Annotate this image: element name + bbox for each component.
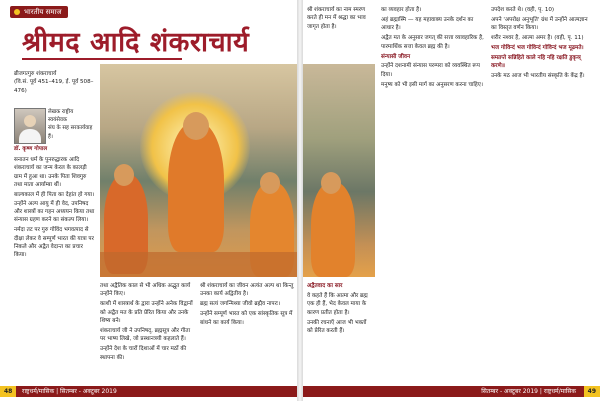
paragraph: तथा अद्वैतिक काल से भी अधिक अद्भुत कार्य उन्होंने किए। [100,283,191,298]
author-intro-line: (वि.सं. पूर्व 451–419, ई. पूर्व 508–476) [14,79,94,94]
bio-line: संघ के सह सरकार्यवाह [48,125,93,132]
paragraph: अद्वैत मत के अनुसार जगत् की सत्ता व्यावहारिक है, पारमार्थिक सत्ता केवल ब्रह्म की है। [381,35,484,50]
disciple-head [114,164,134,186]
subheading: अद्वैतवाद का सार [307,283,343,289]
paragraph: शंकराचार्य जी ने उपनिषद्, ब्रह्मसूत्र और गीता पर भाष्य लिखे, जो प्रस्थानत्रयी कहलाते हैं। [100,328,191,343]
painting-continuation [303,64,375,277]
text-column-2 [100,282,196,382]
subheading: संन्यासी जीवन [381,53,411,60]
disciple-head [321,172,341,194]
verse: सम्प्राप्ते सन्निहिते काले नहि नहि रक्षति डुकृञ् करणे॥ [491,55,581,70]
author-name: डॉ. कृष्ण गोपाल [14,146,48,152]
paragraph: वे कहते हैं कि आत्मा और ब्रह्म एक ही हैं, भेद केवल माया के कारण प्रतीत होता है। [307,292,368,316]
paragraph: काशी में शास्त्रार्थ के द्वारा उन्होंने अनेक विद्वानों को अद्वैत मत के प्रति प्रेरित किया और उनके शिष्य बने। [100,301,193,325]
bio-line: स्वयंसेवक [48,117,68,124]
central-figure [168,122,224,252]
paragraph: नर्मदा तट पर गुरु गोविंद भगवत्पाद से दीक्षा लेकर वे सम्पूर्ण भारत की यात्रा पर निकले और अद्वैत वेदान्त का प्रचार किया। [14,227,94,259]
paragraph: उन्होंने देश के चारों दिशाओं में चार मठों की स्थापना की। [100,346,187,361]
paragraph: श्री शंकराचार्य का नाम स्मरण करते ही मन में श्रद्धा का भाव जागृत होता है। [307,7,366,30]
text-column-3 [200,282,294,382]
right-page [303,0,600,401]
bio-line: हैं। [48,133,53,140]
paragraph: सनातन धर्म के पुनरुद्धारक आदि शंकराचार्य का जन्म केरल के कालड़ी ग्राम में हुआ था। उनके पिता शिवगुरु तथा माता आर्याम्बा थीं। [14,157,87,189]
text-column-4-top [307,6,373,62]
section-tag: भारतीय समाज [10,6,68,18]
title-underline [22,58,182,60]
paragraph: उन्होंने सम्पूर्ण भारत को एक सांस्कृतिक सूत्र में बांधने का कार्य किया। [200,311,293,326]
author-photo [14,108,46,144]
text-column-1 [14,156,96,381]
paragraph: उपदेश करते थे। (वही, पृ. 10) [491,7,555,13]
disciple-figure [311,182,355,277]
text-column-4 [307,282,373,382]
paragraph: शरीर नश्वर है, आत्मा अमर है। (वही, पृ. 11) [491,35,584,42]
verse: भज गोविन्दं भज गोविन्दं गोविन्दं भज मूढमते। [491,45,584,52]
paragraph: ब्रह्म सत्यं जगन्मिथ्या जीवो ब्रह्मैव नापरः। [200,301,281,308]
paragraph: श्री शंकराचार्य का जीवन अत्यंत अल्प था किन्तु उनका कार्य अद्वितीय है। [200,283,294,298]
page-number: 49 [584,386,600,397]
author-bio [48,108,96,141]
paragraph: मनुष्य को भी इसी मार्ग का अनुसरण करना चाहिए। [381,81,483,88]
footer [303,386,600,397]
page-number: 48 [0,386,16,397]
paragraph: अपने 'अपरोक्ष अनुभूति' ग्रंथ में उन्होंने आत्मज्ञान का विस्तृत वर्णन किया। [491,16,588,32]
footer [0,386,297,397]
text-column-5 [381,6,485,381]
shankaracharya-painting [100,64,297,277]
paragraph: अहं ब्रह्मास्मि — यह महावाक्य उनके दर्शन का आधार है। [381,16,474,32]
disciple-head [260,172,280,194]
paragraph: उनकी रचनाएँ आज भी भक्तों को प्रेरित करती हैं। [307,319,367,335]
paragraph: का व्यवहार होता है। [381,7,422,13]
article-title: श्रीमद आदि शंकराचार्य [22,27,250,58]
bio-line: लेखक राष्ट्रीय [48,109,74,115]
central-head [183,112,209,140]
left-page [0,0,297,401]
paragraph: उनके मठ आज भी भारतीय संस्कृति के केंद्र हैं। [491,73,585,80]
paragraph: बाल्यकाल में ही पिता का देहांत हो गया। उन्होंने अल्प आयु में ही वेद, उपनिषद और शास्त्रों का गहन अध्ययन किया तथा संन्यास ग्रहण करने का संकल्प लिया। [14,192,95,224]
author-intro [14,70,96,95]
text-column-6 [491,6,595,381]
footer-text: राष्ट्रधर्म/मासिक | सितम्बर - अक्टूबर 2019 [22,388,117,395]
paragraph: उन्होंने दशनामी संन्यास परम्परा को व्यवस्थित रूप दिया। [381,63,480,78]
ground [100,252,297,277]
author-intro-line: ब्रीजगत्गुरु शंकराचार्य [14,71,57,77]
footer-text: सितम्बर - अक्टूबर 2019 | राष्ट्रधर्म/मासिक [481,388,576,395]
